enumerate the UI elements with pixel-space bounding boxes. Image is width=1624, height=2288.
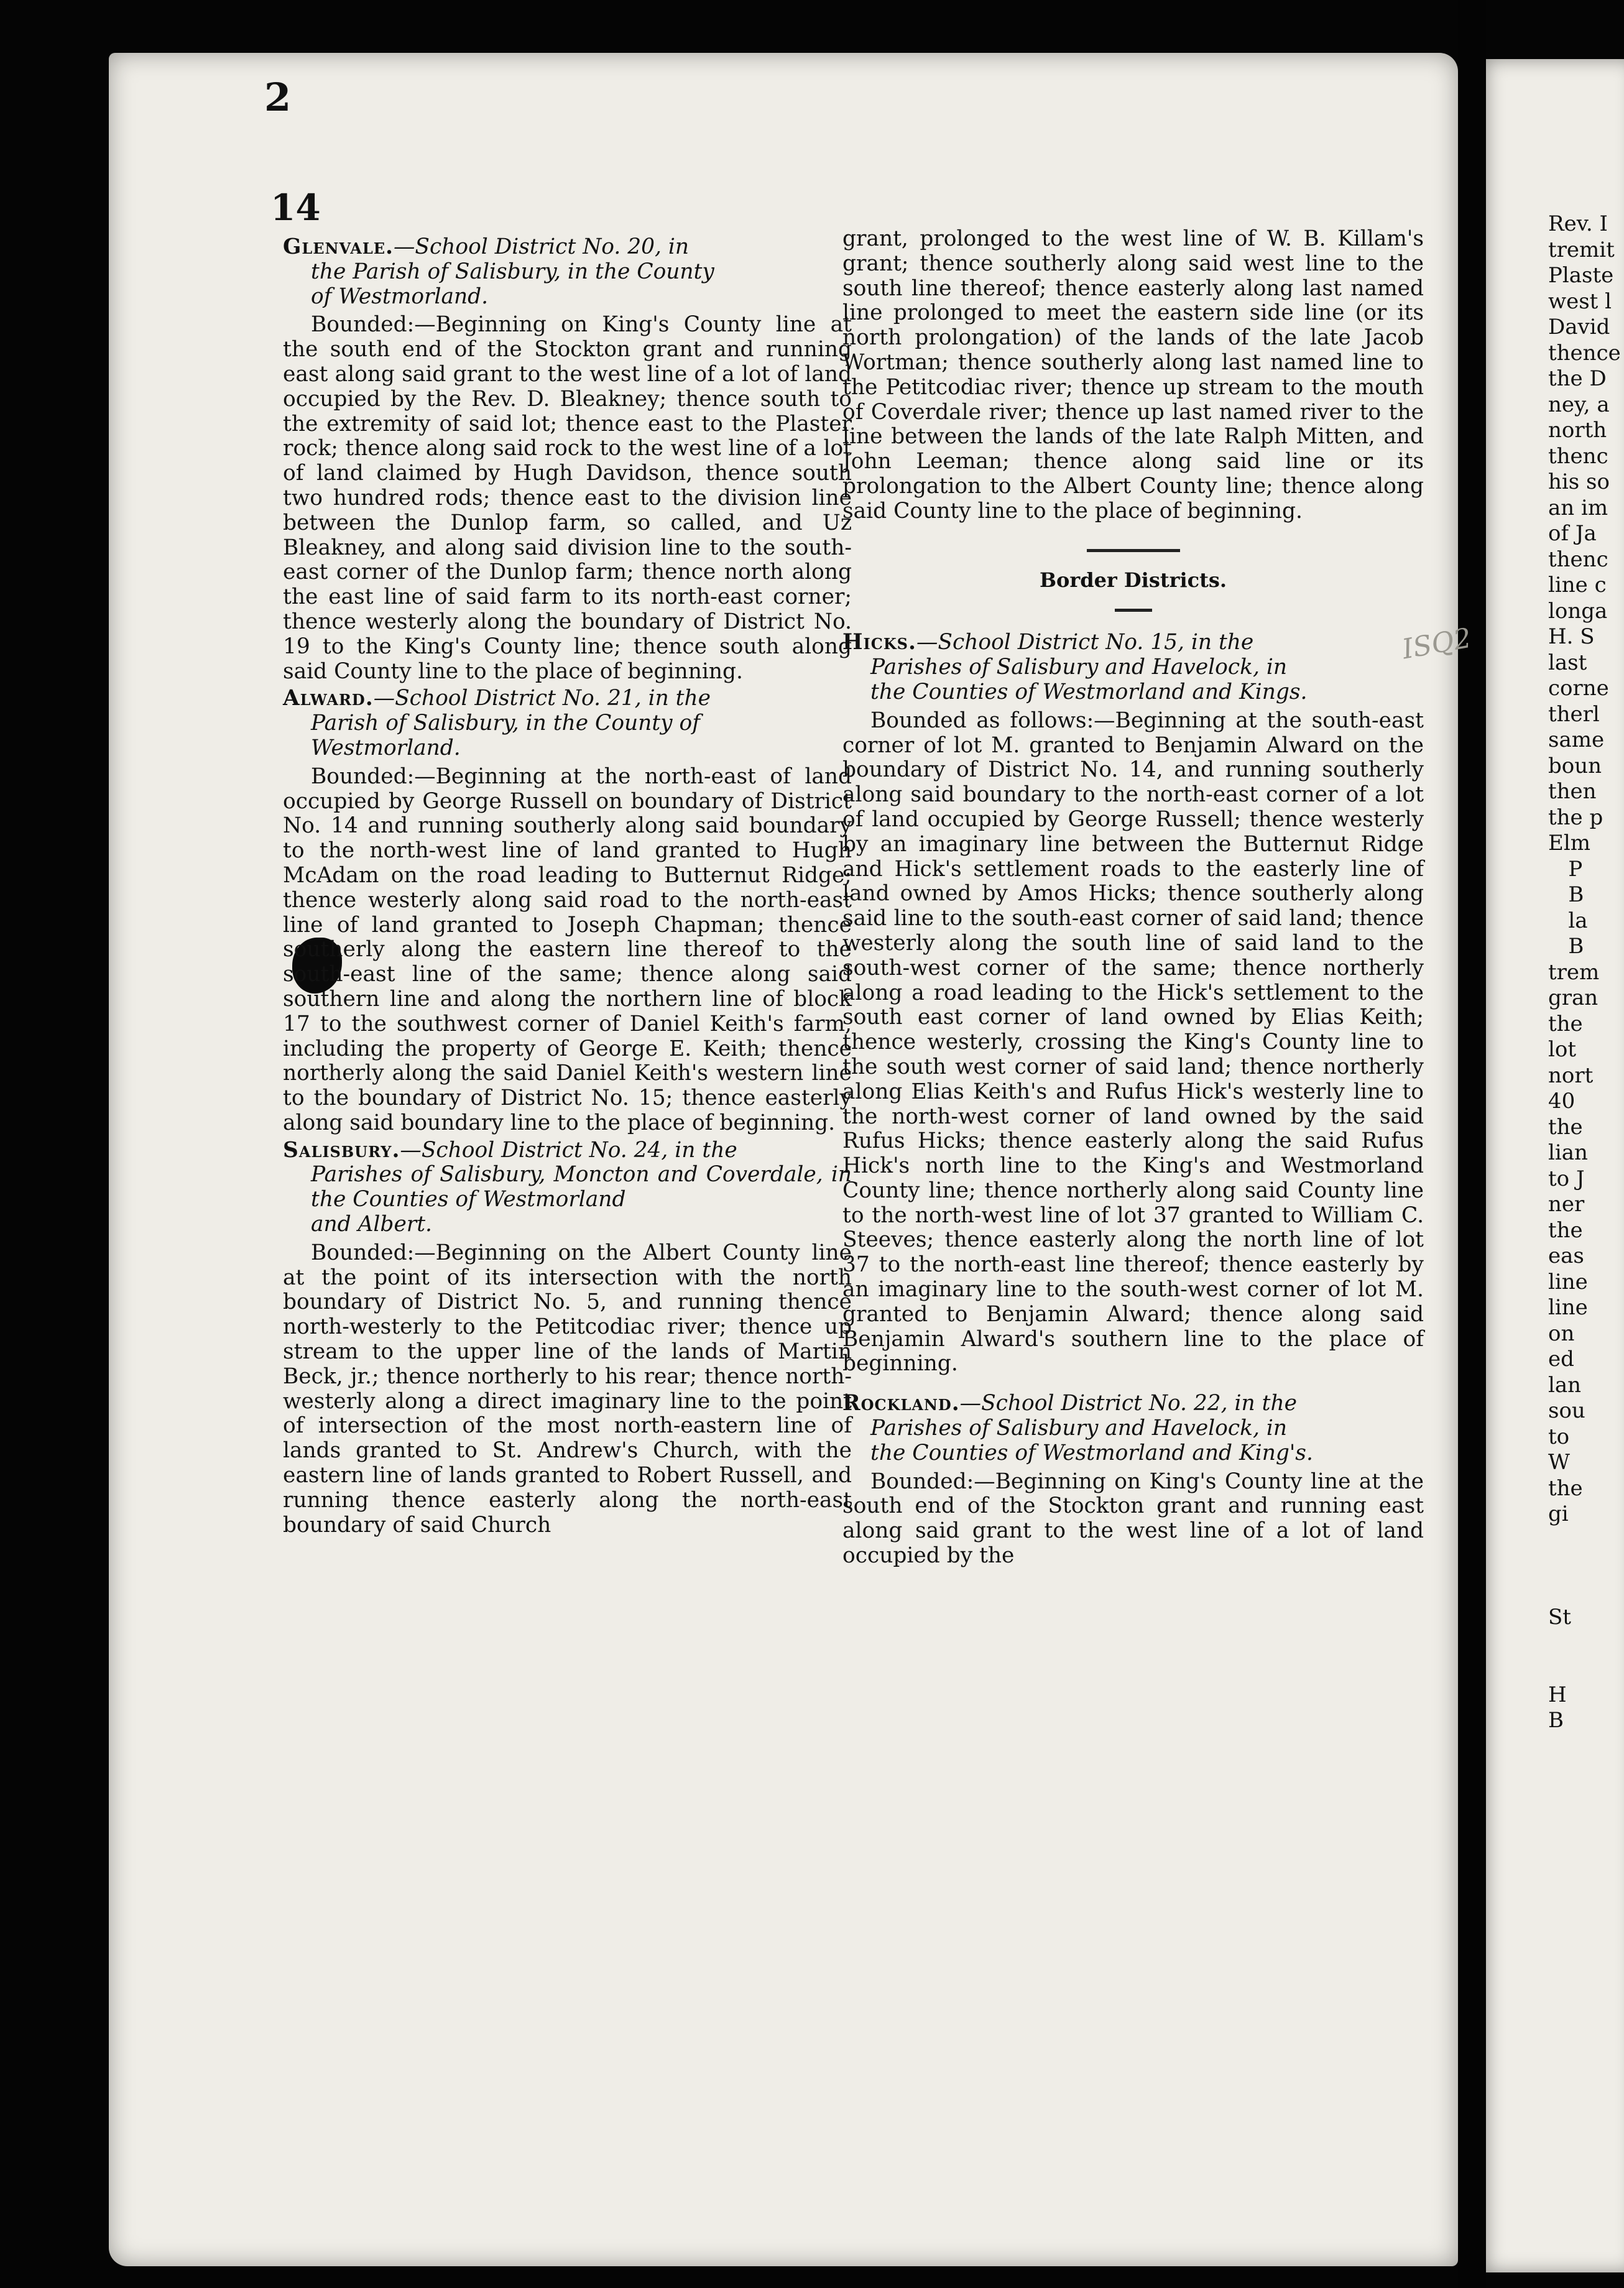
district-title: —School District No. 22, in the xyxy=(959,1391,1297,1416)
district-heading xyxy=(842,1391,1424,1465)
district-boundary-text: Bounded:—Beginning at the north-east of land occupied by George Russell on boundary of District No. 14 and running southerly along said boundary to the north-west line of land granted to Hugh McAdam on the road leading to Butternut Ridge; thence westerly along said road to the north-east line of land granted to Joseph Chapman; thence southerly along the eastern line thereof to the south-east line of the same; thence along said southern line and along the northern line of block 17 to the southwest corner of Daniel Keith's farm, including the property of George E. Keith; thence northerly along the said Daniel Keith's western line to the boundary of District No. 15; thence easterly along said boundary line to the place of beginning. xyxy=(283,763,852,1135)
district-title-cont: Westmorland. xyxy=(311,735,461,760)
district-entry-salisbury xyxy=(283,1138,852,1538)
district-place-name: Rockland. xyxy=(842,1391,960,1416)
middle-column xyxy=(842,227,1424,1571)
district-heading xyxy=(283,686,852,760)
binding-gutter xyxy=(1458,0,1486,2288)
district-title-cont: the Counties of Westmorland and King's. xyxy=(870,1440,1313,1465)
district-place-name: Glenvale. xyxy=(283,234,394,259)
district-boundary-text: Bounded as follows:—Beginning at the south-east corner of lot M. granted to Benjamin Alward on the boundary of District No. 14, and running southerly along said boundary to the north-east corner of a lot of land occupied by George Russell; thence westerly by an imaginary line between the Butternut Ridge and Hick's settlement roads to the easterly line of land owned by Amos Hicks; thence southerly along said line to the south-east corner of said land; thence westerly along the south line of said land to the south-west corner of the same; thence northerly along a road leading to the Hick's settlement to the south east corner of land owned by Elias Keith; thence westerly, crossing the King's County line to the south west corner of said land; thence northerly along Elias Keith's and Rufus Hick's westerly line to the north-west corner of land owned by the said Rufus Hicks; thence easterly along the said Rufus Hick's north line to the King's and Westmorland County line; thence northerly along said County line to the north-west line of lot 37 granted to William C. Steeves; thence easterly along the north line of lot 37 to the north-east line thereof; thence easterly by an imaginary line to the south-west corner of lot M. granted to Benjamin Alward; thence along said Benjamin Alward's southern line to the place of beginning. xyxy=(842,708,1424,1377)
section-heading-block xyxy=(842,549,1424,612)
district-title: —School District No. 21, in the xyxy=(373,686,711,711)
district-boundary-text: Bounded:—Beginning on King's County line at the south end of the Stockton grant and running east along said grant to the west line of a lot of land occupied by the xyxy=(842,1469,1424,1569)
district-title-cont: Parish of Salisbury, in the County of xyxy=(311,711,700,736)
divider-rule xyxy=(1087,549,1180,552)
section-title: Border Districts. xyxy=(1039,568,1227,592)
district-entry-rockland xyxy=(842,1391,1424,1569)
page-number: 14 xyxy=(270,187,321,229)
left-column xyxy=(283,235,852,1540)
district-place-name: Salisbury. xyxy=(283,1137,400,1163)
district-entry-hicks xyxy=(842,630,1424,1377)
district-boundary-text: Bounded:—Beginning on the Albert County line at the point of its intersection with the north boundary of District No. 5, and running thence north-westerly to the Petitcodiac river; thence up stream to the upper line of the lands of Martin Beck, jr.; thence northerly to his rear; thence north-westerly along a direct imaginary line to the point of intersection of the most north-eastern line of lands granted to St. Andrew's Church, with the eastern line of lands granted to Robert Russell, and running thence easterly along the north-east boundary of said Church xyxy=(283,1240,852,1538)
district-entry-alward xyxy=(283,686,852,1135)
district-place-name: Alward. xyxy=(283,686,374,711)
district-title: —School District No. 20, in xyxy=(394,234,690,259)
divider-rule xyxy=(1115,609,1152,612)
district-title-cont: Parishes of Salisbury, Moncton and Coverdale, in the Counties of Westmorland xyxy=(311,1162,852,1212)
corner-mark: 2 xyxy=(264,75,292,120)
district-title-cont: the Counties of Westmorland and Kings. xyxy=(870,679,1308,704)
facing-page-text-fragments: Rev. I tremit Plaste west l David thence the D ney, a north thenc his so an im of Ja thenc line c longa H. S last corne therl same boun then the p Elm P B la B trem gran the lot nort 40 the lian to J ner the eas line line on ed lan sou to W the gi St H B xyxy=(1548,211,1621,1733)
district-heading xyxy=(283,1138,852,1237)
district-title-cont: the Parish of Salisbury, in the County xyxy=(311,259,714,284)
district-title-cont: and Albert. xyxy=(311,1212,432,1237)
district-boundary-text: Bounded:—Beginning on King's County line at the south end of the Stockton grant and running east along said grant to the west line of a lot of land occupied by the Rev. D. Bleakney; thence south to the extremity of said lot; thence east to the Plaster rock; thence along said rock to the west line of a lot of land claimed by Hugh Davidson, thence south two hundred rods; thence east to the division line between the Dunlop farm, so called, and Uz Bleakney, and along said division line to the south-east corner of the Dunlop farm; thence north along the east line of said farm to its north-east corner; thence westerly along the boundary of District No. 19 to the King's County line; thence south along said County line to the place of beginning. xyxy=(283,312,852,684)
district-title-cont: Parishes of Salisbury and Havelock, in xyxy=(870,655,1287,680)
district-title-cont: Parishes of Salisbury and Havelock, in xyxy=(870,1416,1287,1441)
district-place-name: Hicks. xyxy=(842,630,916,655)
district-heading xyxy=(842,630,1424,704)
continued-boundary-text: grant, prolonged to the west line of W. B. Killam's grant; thence southerly along said west line to the south line thereof; thence easterly along last named line prolonged to meet the eastern side line (or its north prolongation) of the lands of the late Jacob Wortman; thence southerly along last named line to the Petitcodiac river; thence up stream to the mouth of Coverdale river; thence up last named river to the line between the lands of the late Ralph Mitten, and John Leeman; thence along said line or its prolongation to the Albert County line; thence along said County line to the place of beginning. xyxy=(842,226,1424,524)
stain-mark: ISQ2 xyxy=(1400,622,1474,666)
district-entry-glenvale xyxy=(283,235,852,684)
district-title-cont: of Westmorland. xyxy=(311,284,489,309)
district-title: —School District No. 24, in the xyxy=(400,1137,737,1163)
district-title: —School District No. 15, in the xyxy=(916,630,1254,655)
district-heading xyxy=(283,235,852,309)
